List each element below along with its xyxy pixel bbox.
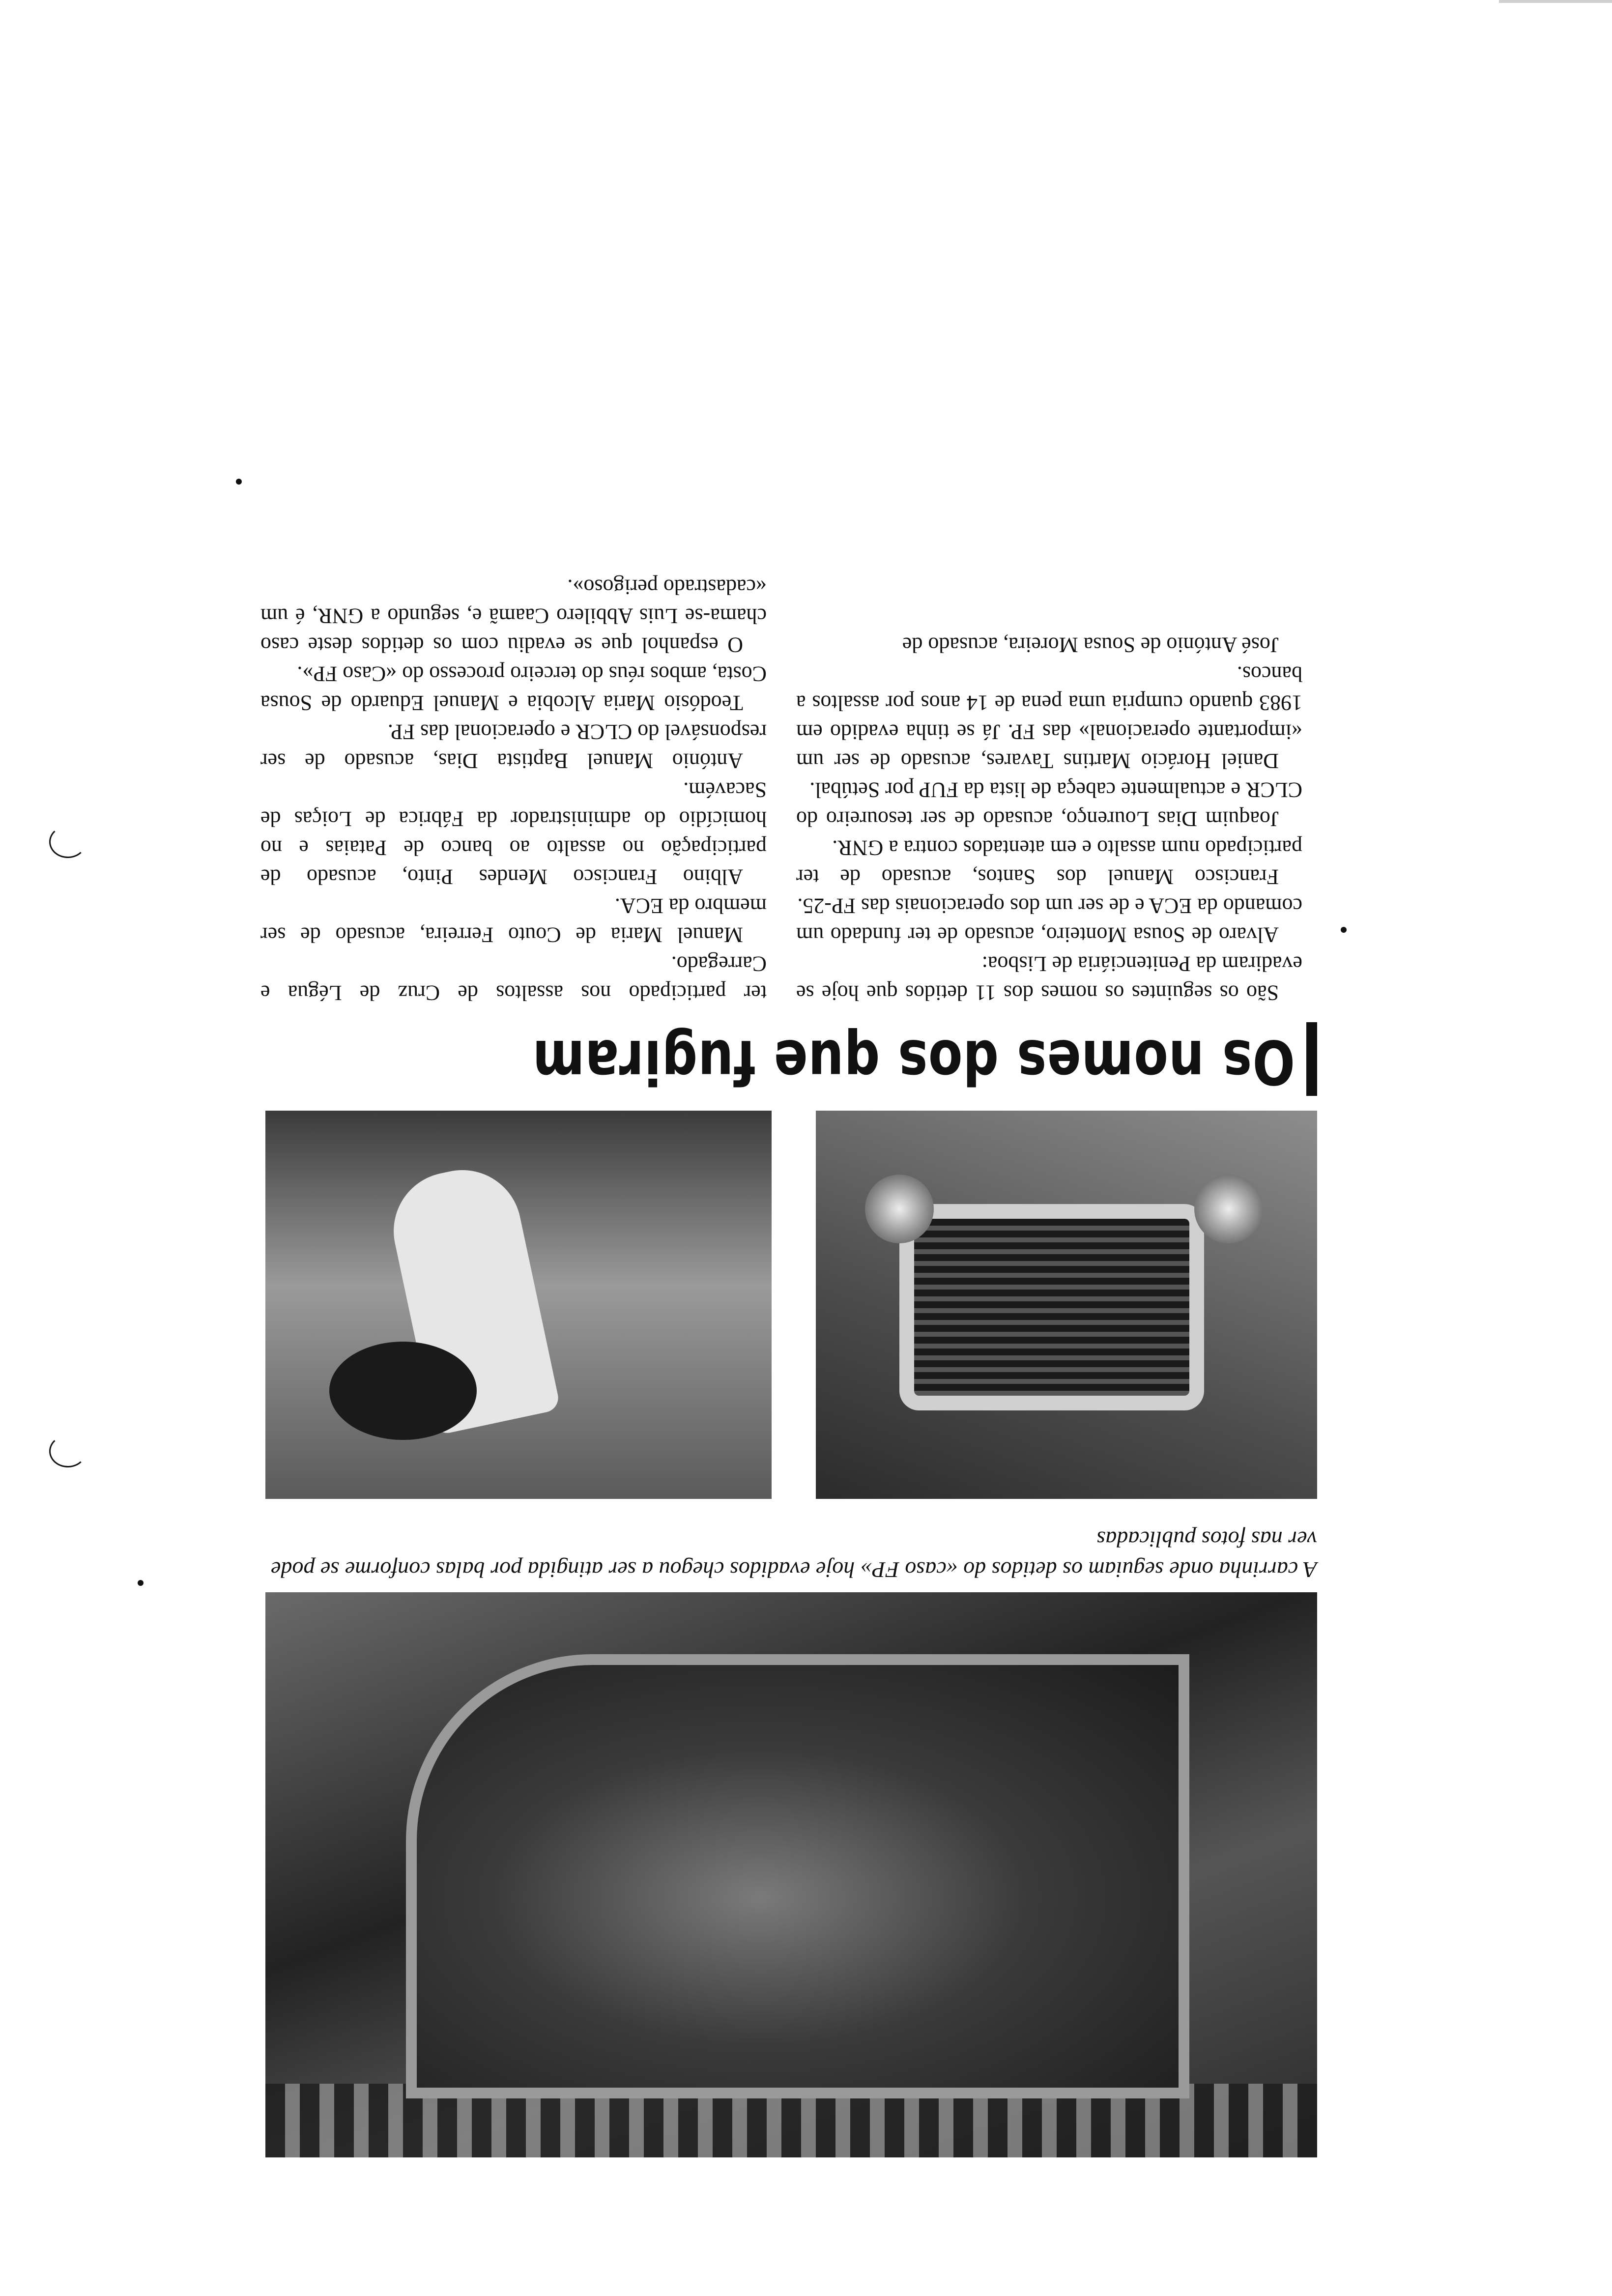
article-column-right — [260, 573, 767, 1007]
photo-caption: A carrinha onde seguiam os detidos do «caso FP» hoje evadidos chegou a ser atingida por balas conforme se pode ver nas fotos publicadas — [271, 1527, 1317, 1582]
scan-speck — [1341, 927, 1347, 933]
scan-speck — [236, 479, 242, 485]
article-paragraph: Francisco Manuel dos Santos, acusado de ter participado num assalto e em atentados contra a GNR. — [796, 836, 1302, 889]
article-paragraph: Manuel Maria de Couto Ferreira, acusado de ser membro da ECA. — [260, 894, 767, 947]
headline-bar — [1306, 1022, 1317, 1096]
bullet-damage-photo — [265, 1111, 772, 1499]
scan-speck — [138, 1580, 144, 1586]
article-headline: Os nomes dos que fugiram — [532, 1026, 1295, 1097]
article-paragraph: ter participado nos assaltos de Cruz de Légua e Carregado. — [260, 952, 767, 1005]
photo-shattered-window — [406, 1654, 1189, 2098]
article-paragraph: Joaquim Dias Lourenço, acusado de ser tesoureiro do CLCR e actualmente cabeça de lista da FUP por Setúbal. — [796, 778, 1302, 831]
article-paragraph: São os seguintes os nomes dos 11 detidos que hoje se evadiram da Penitenciária de Lisboa: — [796, 952, 1302, 1005]
van-windshield-photo — [265, 1592, 1317, 2157]
article-paragraph: Teodósio Maria Alcobia e Manuel Eduardo de Sousa Costa, ambos réus do terceiro processo do «Caso FP». — [260, 662, 767, 715]
article-paragraph: António Manuel Baptista Dias, acusado de ser responsável do CLCR e operacional das FP. — [260, 720, 767, 773]
scan-edge-line — [1499, 0, 1612, 3]
article-paragraph: Daniel Horácio Martins Tavares, acusado de ser um «importante operacional» das FP. Já se tinha evadido em 1983 quando cumpria uma pena de 14 anos por assaltos a bancos. — [796, 662, 1302, 773]
newspaper-clipping — [246, 84, 1317, 2197]
photo-headlight — [1194, 1175, 1263, 1243]
scan-arc-mark — [49, 826, 86, 858]
article-paragraph: Alvaro de Sousa Monteiro, acusado de ter fundado um comando da ECA e de ser um dos operacionais das FP-25. — [796, 894, 1302, 947]
van-front-photo — [816, 1111, 1317, 1499]
photo-detail — [329, 1342, 477, 1440]
article-column-left — [796, 631, 1302, 1007]
photo-headlight — [865, 1175, 934, 1243]
article-paragraph: O espanhol que se evadiu com os detidos deste caso chama-se Luis Abbilero Caamã e, segundo a GNR, é um «cadastrado perigoso». — [260, 575, 767, 657]
scan-arc-mark — [49, 1435, 86, 1467]
article-paragraph: José António de Sousa Moreira, acusado de — [902, 633, 1279, 657]
article-paragraph: Albino Francisco Mendes Pinto, acusado de participação no assalto ao banco de Pataias e no homicídio do administrador da Fábrica de Loiças de Sacavém. — [260, 778, 767, 889]
photo-van-grille — [899, 1204, 1204, 1410]
